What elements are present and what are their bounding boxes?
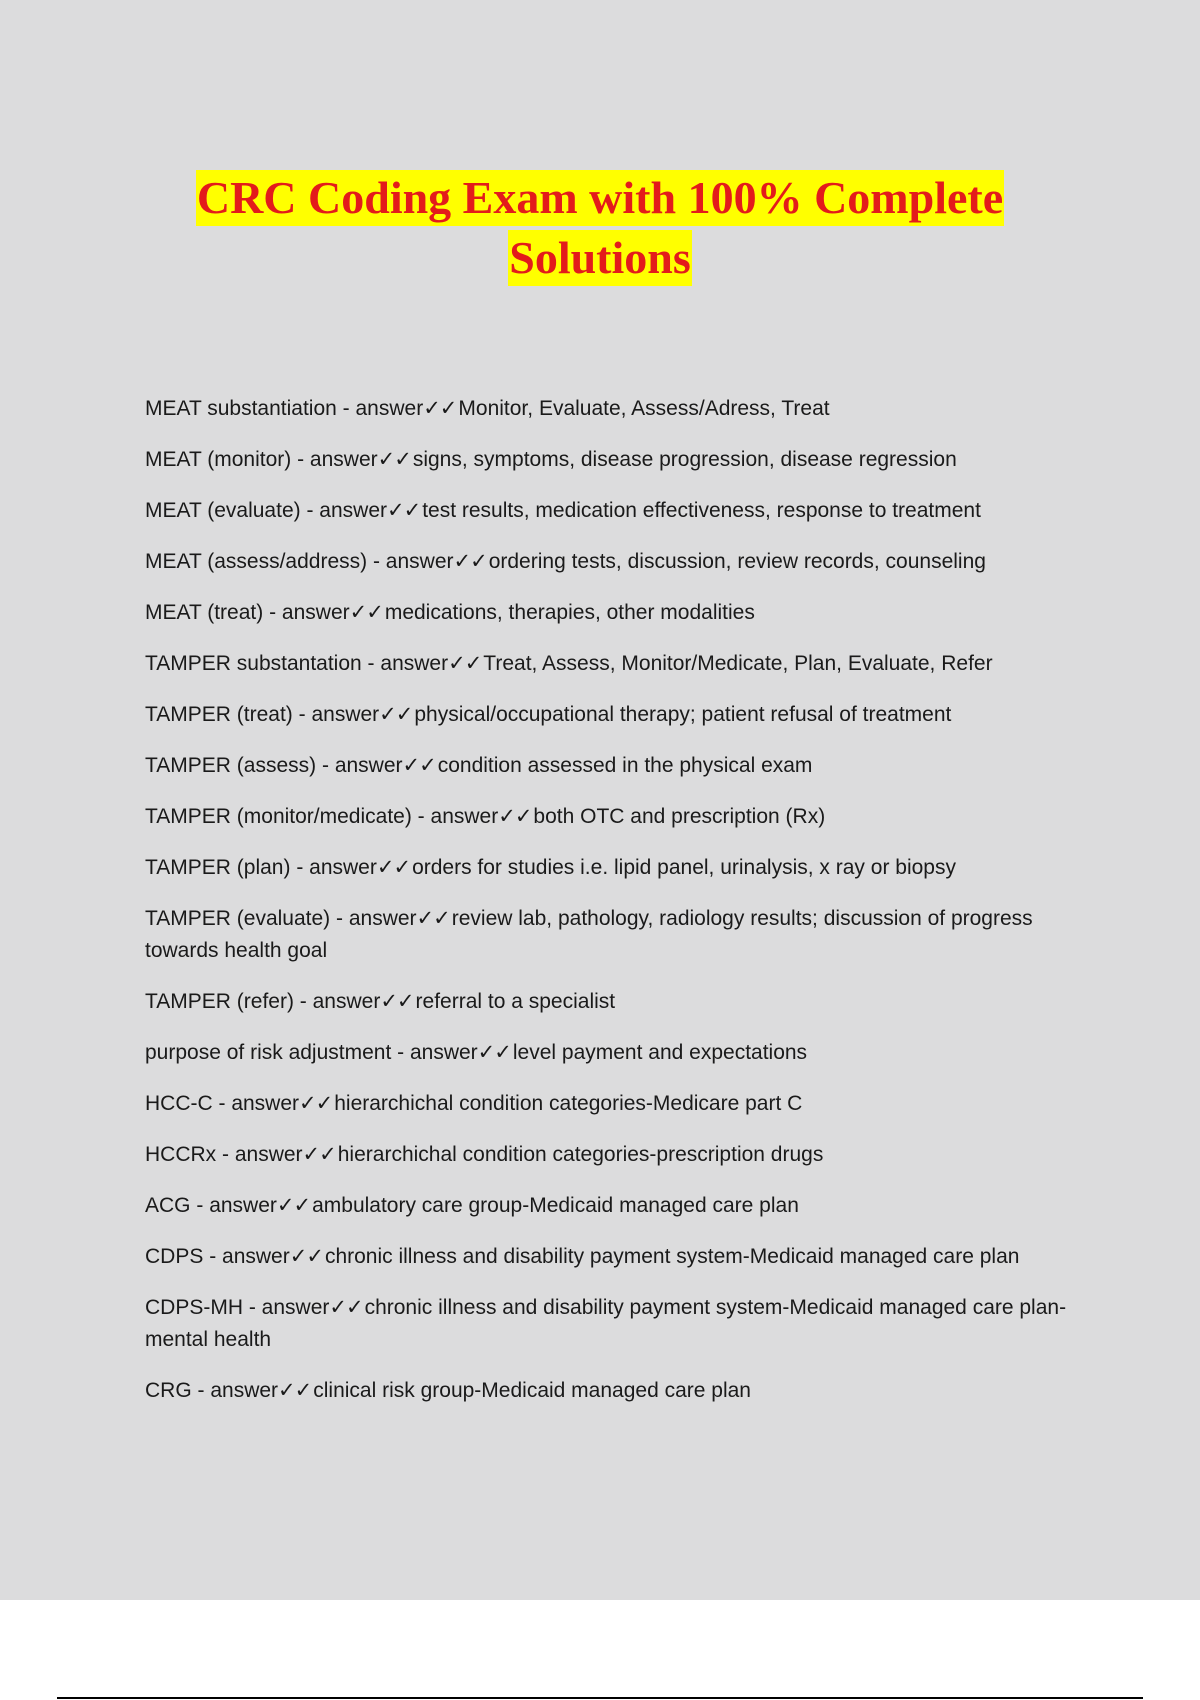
qa-answer: ambulatory care group-Medicaid managed care plan <box>312 1194 799 1217</box>
qa-item <box>145 444 1090 476</box>
qa-separator: - <box>361 652 381 675</box>
qa-item <box>145 1292 1090 1356</box>
answer-prefix: answer <box>409 1041 478 1064</box>
qa-item <box>145 597 1090 629</box>
qa-separator: - <box>290 856 310 879</box>
qa-term: TAMPER (plan) <box>145 856 291 879</box>
qa-term: TAMPER (refer) <box>145 990 294 1013</box>
check-marks-icon: ✓✓ <box>402 754 436 777</box>
qa-term: purpose of risk adjustment <box>145 1041 392 1064</box>
qa-term: HCCRx <box>145 1143 217 1166</box>
check-marks-icon: ✓✓ <box>453 550 487 573</box>
qa-answer: physical/occupational therapy; patient refusal of treatment <box>414 703 952 726</box>
qa-separator: - <box>216 1143 235 1166</box>
qa-item <box>145 750 1090 782</box>
qa-term: HCC-C <box>145 1092 213 1115</box>
answer-prefix: answer <box>319 499 387 522</box>
answer-prefix: answer <box>309 448 378 471</box>
answer-prefix: answer <box>311 703 380 726</box>
qa-separator: - <box>336 397 356 420</box>
qa-answer: clinical risk group-Medicaid managed care plan <box>313 1379 751 1402</box>
qa-term: TAMPER (assess) <box>145 754 317 777</box>
check-marks-icon: ✓✓ <box>329 1296 363 1319</box>
qa-item <box>145 852 1090 884</box>
check-marks-icon: ✓✓ <box>387 499 421 522</box>
qa-item <box>145 495 1090 527</box>
qa-term: TAMPER substantation <box>145 652 362 675</box>
check-marks-icon: ✓✓ <box>498 805 532 828</box>
footer-rule <box>57 1697 1143 1699</box>
qa-term: CRG <box>145 1379 192 1402</box>
qa-term: MEAT substantiation <box>145 397 337 420</box>
qa-answer: hierarchichal condition categories-prescription drugs <box>337 1143 824 1166</box>
qa-separator: - <box>391 1041 410 1064</box>
qa-item <box>145 1037 1090 1069</box>
qa-separator: - <box>203 1245 223 1268</box>
qa-answer: test results, medication effectiveness, response to treatment <box>422 499 981 522</box>
page-title <box>0 168 1200 288</box>
qa-item <box>145 801 1090 833</box>
qa-answer: review lab, pathology, radiology results; discussion of progress towards health goal <box>145 907 1033 962</box>
answer-prefix: answer <box>380 652 449 675</box>
answer-prefix: answer <box>231 1092 300 1115</box>
qa-separator: - <box>291 448 310 471</box>
check-marks-icon: ✓✓ <box>376 856 411 879</box>
qa-item <box>145 699 1090 731</box>
check-marks-icon: ✓✓ <box>278 1379 312 1402</box>
qa-answer: signs, symptoms, disease progression, disease regression <box>412 448 957 471</box>
qa-answer: hierarchichal condition categories-Medicare part C <box>334 1092 803 1115</box>
qa-term: TAMPER (evaluate) <box>145 907 331 930</box>
qa-separator: - <box>212 1092 232 1115</box>
qa-item <box>145 393 1090 425</box>
check-marks-icon: ✓✓ <box>448 652 482 675</box>
qa-term: MEAT (monitor) <box>145 448 292 471</box>
qa-item <box>145 1375 1090 1407</box>
qa-answer: Monitor, Evaluate, Assess/Adress, Treat <box>458 397 830 420</box>
answer-prefix: answer <box>210 1379 279 1402</box>
qa-answer: both OTC and prescription (Rx) <box>533 805 826 828</box>
qa-term: MEAT (evaluate) <box>145 499 301 522</box>
answer-prefix: answer <box>209 1194 277 1217</box>
qa-item <box>145 1190 1090 1222</box>
qa-term: MEAT (assess/address) <box>145 550 368 573</box>
qa-separator: - <box>263 601 282 624</box>
qa-item <box>145 1088 1090 1120</box>
qa-answer: chronic illness and disability payment system-Medicaid managed care plan <box>324 1245 1020 1268</box>
check-marks-icon: ✓✓ <box>299 1092 333 1115</box>
qa-answer: chronic illness and disability payment system-Medicaid managed care plan-mental health <box>145 1296 1067 1351</box>
check-marks-icon: ✓✓ <box>349 601 383 624</box>
qa-answer: level payment and expectations <box>512 1041 808 1064</box>
check-marks-icon: ✓✓ <box>302 1143 336 1166</box>
check-marks-icon: ✓✓ <box>380 990 414 1013</box>
answer-prefix: answer <box>430 805 499 828</box>
qa-separator: - <box>243 1296 262 1319</box>
qa-term: CDPS <box>145 1245 204 1268</box>
answer-prefix: answer <box>312 990 381 1013</box>
qa-separator: - <box>292 703 312 726</box>
qa-term: ACG <box>145 1194 191 1217</box>
check-marks-icon: ✓✓ <box>416 907 450 930</box>
qa-separator: - <box>367 550 386 573</box>
qa-answer: Treat, Assess, Monitor/Medicate, Plan, Evaluate, Refer <box>483 652 993 675</box>
title-line-1: CRC Coding Exam with 100% Complete <box>196 170 1004 226</box>
check-marks-icon: ✓✓ <box>377 448 411 471</box>
qa-term: TAMPER (monitor/medicate) <box>145 805 412 828</box>
check-marks-icon: ✓✓ <box>423 397 457 420</box>
qa-item <box>145 1139 1090 1171</box>
qa-item <box>145 546 1090 578</box>
answer-prefix: answer <box>355 397 424 420</box>
qa-answer: ordering tests, discussion, review records, counseling <box>488 550 986 573</box>
check-marks-icon: ✓✓ <box>379 703 413 726</box>
qa-item <box>145 903 1090 967</box>
qa-term: CDPS-MH <box>145 1296 243 1319</box>
qa-item <box>145 1241 1090 1273</box>
answer-prefix: answer <box>281 601 350 624</box>
check-marks-icon: ✓✓ <box>276 1194 311 1217</box>
answer-prefix: answer <box>348 907 417 930</box>
qa-term: MEAT (treat) <box>145 601 264 624</box>
answer-prefix: answer <box>261 1296 330 1319</box>
answer-prefix: answer <box>234 1143 303 1166</box>
check-marks-icon: ✓✓ <box>477 1041 511 1064</box>
qa-separator: - <box>300 499 320 522</box>
qa-term: TAMPER (treat) <box>145 703 293 726</box>
qa-separator: - <box>411 805 431 828</box>
qa-separator: - <box>190 1194 210 1217</box>
answer-prefix: answer <box>309 856 377 879</box>
answer-prefix: answer <box>385 550 454 573</box>
qa-answer: medications, therapies, other modalities <box>384 601 755 624</box>
qa-item <box>145 986 1090 1018</box>
qa-item <box>145 648 1090 680</box>
qa-answer: condition assessed in the physical exam <box>437 754 813 777</box>
qa-separator: - <box>316 754 335 777</box>
qa-separator: - <box>293 990 313 1013</box>
answer-prefix: answer <box>334 754 403 777</box>
qa-answer: orders for studies i.e. lipid panel, urinalysis, x ray or biopsy <box>412 856 956 879</box>
check-marks-icon: ✓✓ <box>289 1245 323 1268</box>
qa-list <box>145 393 1090 1426</box>
qa-answer: referral to a specialist <box>415 990 616 1013</box>
answer-prefix: answer <box>222 1245 290 1268</box>
qa-separator: - <box>191 1379 211 1402</box>
qa-separator: - <box>330 907 349 930</box>
title-line-2: Solutions <box>508 230 692 286</box>
